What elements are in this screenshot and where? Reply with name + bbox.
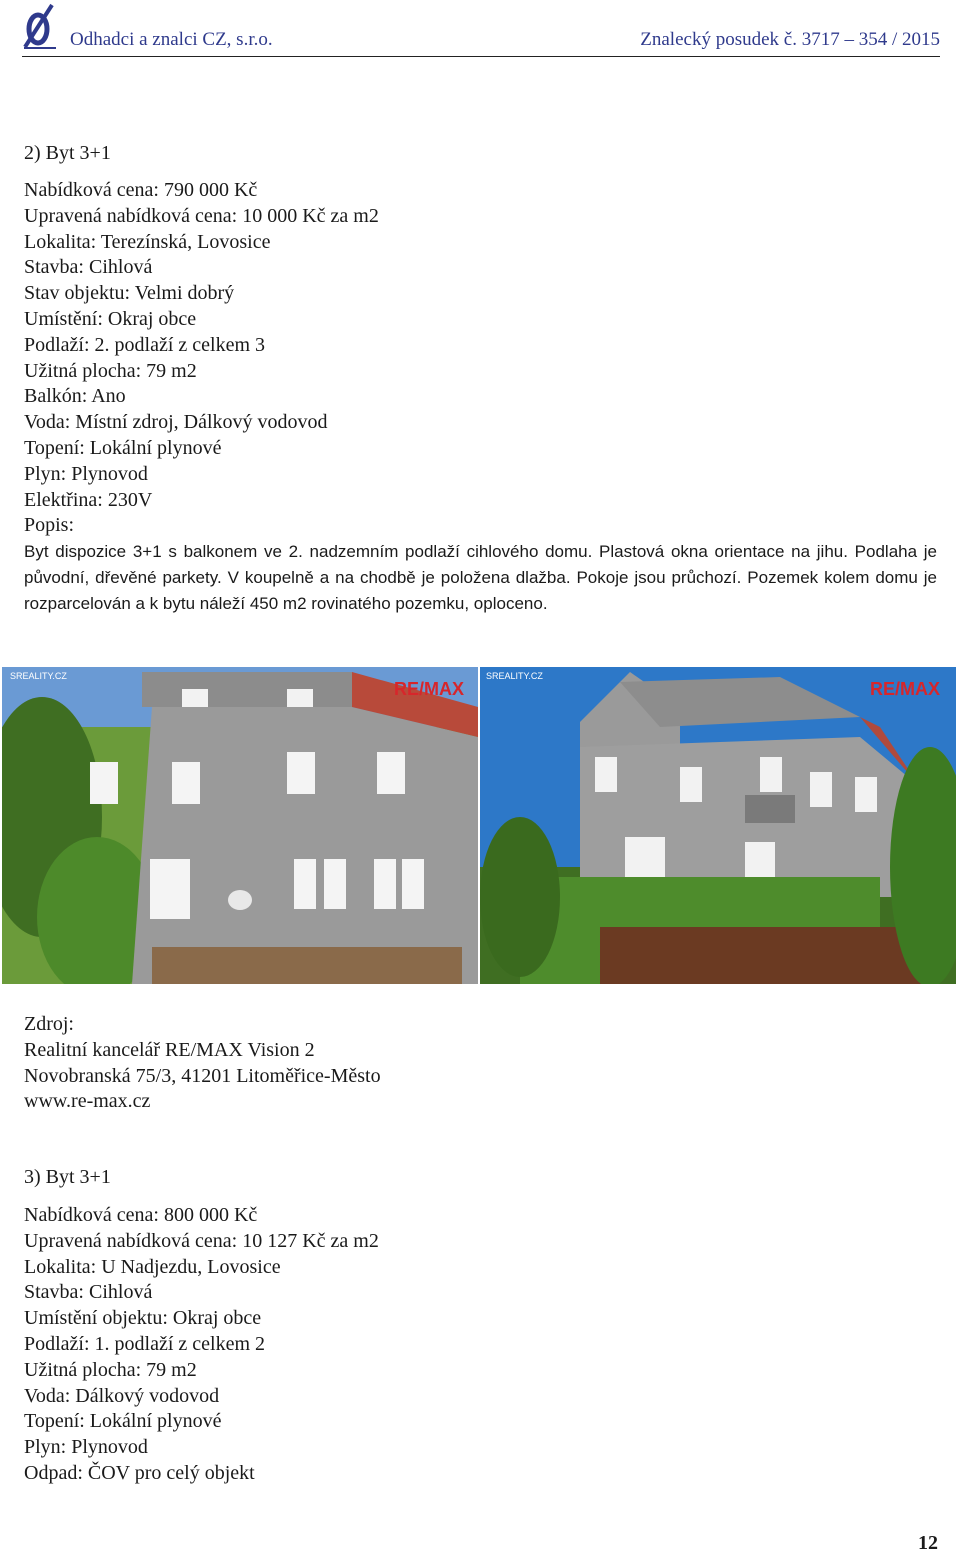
remax-logo-left: RE/MAX [393, 679, 464, 699]
detail-line: Lokalita: U Nadjezdu, Lovosice [24, 1255, 281, 1278]
detail-line: Plyn: Plynovod [24, 1436, 148, 1459]
house-photo-right [480, 667, 956, 984]
detail-line: Podlaží: 2. podlaží z celkem 3 [24, 333, 266, 356]
source-line: www.re-max.cz [24, 1090, 151, 1113]
source-line: Novobranská 75/3, 41201 Litoměřice-Město [24, 1064, 381, 1087]
listing-3-title: 3) Byt 3+1 [24, 1166, 111, 1188]
detail-line: Stavba: Cihlová [24, 1281, 153, 1304]
detail-line: Upravená nabídková cena: 10 000 Kč za m2 [24, 204, 379, 227]
remax-logo-right: RE/MAX [869, 679, 940, 699]
detail-line: Stav objektu: Velmi dobrý [24, 282, 235, 305]
header-company-name: Odhadci a znalci CZ, s.r.o. [70, 29, 273, 50]
detail-line: Odpad: ČOV pro celý objekt [24, 1461, 255, 1484]
detail-line: Podlaží: 1. podlaží z celkem 2 [24, 1332, 266, 1355]
page-header [22, 0, 940, 57]
detail-line: Elektřina: 230V [24, 488, 153, 511]
listing-2-description: Byt dispozice 3+1 s balkonem ve 2. nadzemním podlaží cihlového domu. Plastová okna orientace na jihu. Podlaha je původní, dřevěné parkety. V koupelně a na chodbě je položena dlažba. Pokoje jsou průchozí. Pozemek kolem domu je rozparcelován a k bytu náleží 450 m2 rovinatého pozemku, oploceno. [24, 542, 937, 613]
detail-line: Nabídková cena: 800 000 Kč [24, 1204, 258, 1226]
detail-line: Popis: [24, 514, 75, 537]
listing-2-title: 2) Byt 3+1 [24, 142, 111, 164]
source-label: Zdroj: [24, 1013, 74, 1035]
detail-line: Topení: Lokální plynové [24, 1410, 222, 1433]
page-number: 12 [918, 1532, 938, 1554]
source-line: Realitní kancelář RE/MAX Vision 2 [24, 1038, 315, 1061]
listing-3-details [24, 1203, 379, 1487]
detail-line: Voda: Místní zdroj, Dálkový vodovod [24, 411, 328, 434]
detail-line: Umístění objektu: Okraj obce [24, 1307, 262, 1330]
listing-2-details [24, 178, 379, 539]
detail-line: Lokalita: Terezínská, Lovosice [24, 230, 271, 253]
header-report-reference: Znalecký posudek č. 3717 – 354 / 2015 [640, 29, 940, 50]
detail-line: Stavba: Cihlová [24, 256, 153, 279]
detail-line: Balkón: Ano [24, 385, 126, 408]
detail-line: Voda: Dálkový vodovod [24, 1384, 220, 1407]
detail-line: Upravená nabídková cena: 10 127 Kč za m2 [24, 1229, 379, 1252]
sreality-watermark-left: SREALITY.CZ [10, 671, 67, 681]
detail-line: Umístění: Okraj obce [24, 307, 197, 330]
detail-line: Užitná plocha: 79 m2 [24, 359, 197, 382]
house-photo-left [2, 667, 478, 984]
sreality-watermark-right: SREALITY.CZ [486, 671, 543, 681]
detail-line: Topení: Lokální plynové [24, 436, 222, 459]
detail-line: Užitná plocha: 79 m2 [24, 1358, 197, 1381]
detail-line: Plyn: Plynovod [24, 462, 148, 485]
company-logo-icon [22, 2, 58, 50]
source-block [24, 1012, 381, 1115]
detail-line: Nabídková cena: 790 000 Kč [24, 179, 258, 201]
